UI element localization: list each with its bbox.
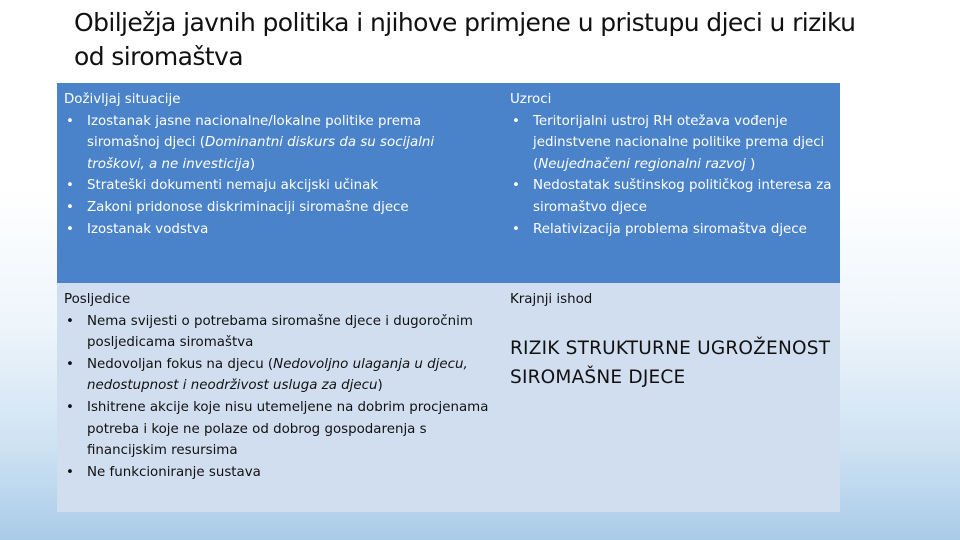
outcome-heading: Krajnji ishod (510, 292, 593, 307)
summary-table (57, 83, 840, 512)
list-item: • Ishitrene akcije koje nisu utemeljene na dobrim procjenama potreba i koje ne polaze od dobrog gospodarenja s financijskim resursima (64, 397, 493, 462)
consequences-heading: Posljedice (64, 292, 131, 307)
consequences-cell (57, 283, 501, 512)
list-item: • Izostanak vodstva (64, 219, 493, 241)
list-item: • Teritorijalni ustroj RH otežava vođenje jedinstvene nacionalne politike prema djeci (Neujednačeni regionalni razvoj ) (510, 111, 832, 176)
slide-title: Obilježja javnih politika i njihove primjene u pristupu djeci u riziku od siromaštva (74, 8, 856, 71)
outcome-text: RIZIK STRUKTURNE UGROŽENOST SIROMAŠNE DJECE (510, 337, 831, 388)
experience-cell (57, 83, 501, 283)
list-item: • Relativizacija problema siromaštva djece (510, 219, 832, 241)
consequences-list (64, 311, 493, 484)
list-item: • Ne funkcioniranje sustava (64, 462, 493, 484)
outcome-cell (501, 283, 840, 512)
list-item: • Nema svijesti o potrebama siromašne djece i dugoročnim posljedicama siromaštva (64, 311, 493, 354)
list-item: • Nedostatak suštinskog političkog interesa za siromaštvo djece (510, 175, 832, 218)
causes-list (510, 111, 832, 241)
list-item: • Strateški dokumenti nemaju akcijski učinak (64, 175, 493, 197)
list-item: • Zakoni pridonose diskriminaciji siromašne djece (64, 197, 493, 219)
causes-cell (501, 83, 840, 283)
causes-heading: Uzroci (510, 92, 552, 107)
experience-heading: Doživljaj situacije (64, 92, 181, 107)
experience-list (64, 111, 493, 241)
list-item: • Nedovoljan fokus na djecu (Nedovoljno ulaganja u djecu, nedostupnost i neodrživost usluga za djecu) (64, 354, 493, 397)
list-item: • Izostanak jasne nacionalne/lokalne politike prema siromašnoj djeci (Dominantni diskurs da su socijalni troškovi, a ne investicija) (64, 111, 493, 176)
